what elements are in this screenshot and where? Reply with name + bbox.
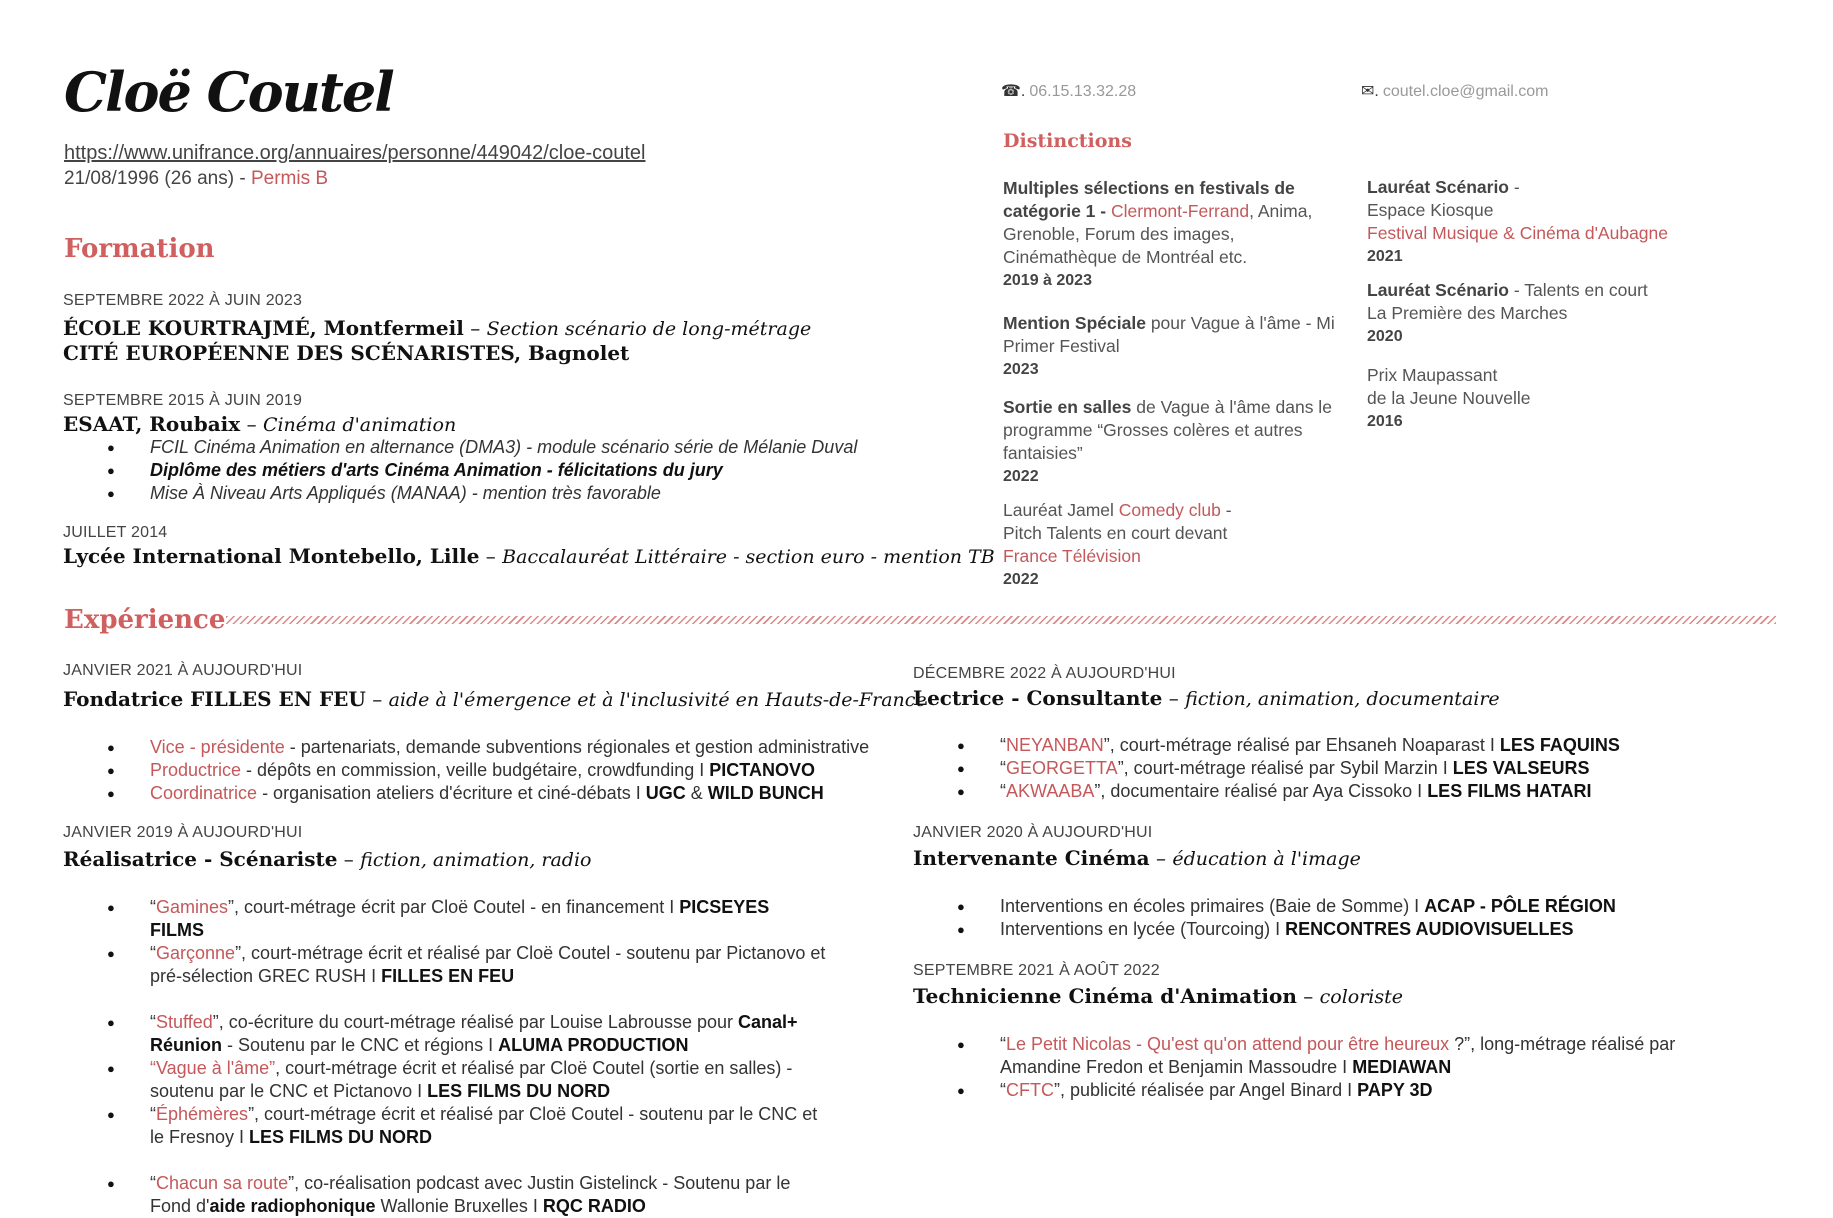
company: RENCONTRES AUDIOVISUELLES — [1285, 919, 1574, 939]
experience-title: Expérience — [64, 605, 226, 635]
distinction-text: - — [1509, 177, 1520, 197]
email — [1361, 81, 1549, 101]
distinction-year: 2019 à 2023 — [1003, 272, 1092, 289]
distinction-highlight: Festival Musique & Cinéma d'Aubagne — [1367, 223, 1669, 243]
birth-line — [64, 168, 328, 190]
list-item — [107, 1011, 827, 1057]
candidate-name: Cloë Coutel — [64, 60, 393, 124]
project: Stuffed — [156, 1012, 213, 1032]
distinction-text: de Vague à l'âme dans le programme “Grosses colères et autres fantaisies” — [1003, 397, 1332, 463]
detail: ”, court-métrage réalisé par Ehsaneh Noaparast I — [1103, 735, 1500, 755]
company: RQC RADIO — [542, 1196, 646, 1216]
quote: “ — [150, 897, 156, 917]
phone-icon: ☎. — [1001, 83, 1026, 100]
role: Coordinatrice — [150, 783, 258, 803]
list-item: ● FCIL Cinéma Animation en alternance (DMA3) - module scénario série de Mélanie Duval — [107, 436, 887, 459]
project: Gamines — [156, 897, 229, 917]
detail: ”, publicité réalisée par Angel Binard I — [1054, 1080, 1358, 1100]
company: ALUMA PRODUCTION — [498, 1035, 689, 1055]
formation-school-1: ÉCOLE KOURTRAJMÉ, Montfermeil – Section scénario de long-métrage — [63, 316, 812, 340]
exp-bullets — [107, 896, 827, 1218]
detail: - partenariats, demande subventions régionales et gestion administrative — [284, 737, 870, 757]
list-item — [107, 1103, 827, 1149]
exp-title: Technicienne Cinéma d'Animation – coloriste — [913, 984, 1404, 1008]
job-desc: éducation à l'image — [1172, 848, 1361, 870]
distinction-text: Lauréat Jamel — [1003, 500, 1119, 520]
formation-date-1: SEPTEMBRE 2022 À JUIN 2023 — [63, 292, 303, 309]
quote: “ — [1000, 1034, 1006, 1054]
school-desc: Cinéma d'animation — [262, 414, 457, 436]
company: LES FILMS DU NORD — [249, 1127, 433, 1147]
company: ACAP - PÔLE RÉGION — [1424, 896, 1616, 916]
school-name: ESAAT, Roubaix — [63, 412, 241, 436]
list-item — [107, 1057, 827, 1103]
distinction-title: Multiples sélections en festivals de catégorie 1 - — [1003, 178, 1295, 221]
project: Le Petit Nicolas - Qu'est qu'on attend pour être heureux — [1006, 1034, 1450, 1054]
birth-date: 21/08/1996 (26 ans) - — [64, 168, 251, 189]
email-address: coutel.cloe@gmail.com — [1382, 83, 1549, 100]
company: PICTANOVO — [709, 760, 815, 780]
detail: Interventions en écoles primaires (Baie de Somme) I — [1000, 896, 1425, 916]
project: AKWAABA — [1006, 781, 1095, 801]
exp-bullets — [957, 734, 1777, 803]
formation-date-3: JUILLET 2014 — [63, 524, 168, 541]
company: WILD BUNCH — [707, 783, 824, 803]
distinction-2 — [1003, 312, 1348, 381]
job-title: Lectrice - Consultante — [913, 686, 1163, 710]
project: Garçonne — [156, 943, 236, 963]
project: Chacun sa route — [156, 1173, 289, 1193]
distinction-text: de la Jeune Nouvelle — [1367, 388, 1531, 408]
company: LES FAQUINS — [1499, 735, 1620, 755]
detail: ”, court-métrage réalisé par Sybil Marzin I — [1117, 758, 1453, 778]
detail: - Soutenu par le CNC et régions I — [222, 1035, 499, 1055]
distinction-highlight: France Télévision — [1003, 546, 1141, 566]
quote: “ — [1000, 735, 1006, 755]
detail: - dépôts en commission, veille budgétaire, crowdfunding I — [241, 760, 710, 780]
job-desc: coloriste — [1319, 986, 1404, 1008]
distinction-text: Espace Kiosque — [1367, 200, 1494, 220]
exp-date: SEPTEMBRE 2021 À AOÛT 2022 — [913, 962, 1160, 979]
detail: - organisation ateliers d'écriture et ciné-débats I — [257, 783, 646, 803]
exp-title: Lectrice - Consultante – fiction, animation, documentaire — [913, 686, 1500, 710]
list-item — [107, 1172, 827, 1218]
job-title: Technicienne Cinéma d'Animation — [913, 984, 1297, 1008]
list-item — [107, 736, 887, 759]
profile-link[interactable]: https://www.unifrance.org/annuaires/personne/449042/cloe-coutel — [64, 142, 646, 164]
exp-date: JANVIER 2021 À AUJOURD'HUI — [63, 662, 303, 679]
list-item — [957, 895, 1777, 918]
distinction-year: 2022 — [1003, 468, 1039, 485]
distinction-year: 2016 — [1367, 413, 1403, 430]
formation-bullets — [107, 436, 887, 505]
distinction-text: La Première des Marches — [1367, 303, 1568, 323]
quote: “ — [150, 1012, 156, 1032]
job-desc: fiction, animation, radio — [360, 849, 592, 871]
distinction-text: , Anima, Grenoble, Forum des images, Cinémathèque de Montréal etc. — [1003, 201, 1313, 267]
license: Permis B — [250, 168, 329, 189]
list-item — [957, 1033, 1677, 1079]
company: Canal+ Réunion — [150, 1012, 798, 1055]
formation-school-2 — [63, 341, 629, 365]
list-item — [107, 896, 827, 942]
quote: “ — [150, 1173, 156, 1193]
school-name: CITÉ EUROPÉENNE DES SCÉNARISTES, Bagnolet — [63, 341, 630, 365]
distinction-7 — [1367, 364, 1767, 433]
role: Vice - présidente — [150, 737, 285, 757]
distinction-title: Lauréat Scénario — [1367, 177, 1509, 197]
company: UGC — [645, 783, 686, 803]
company: LES FILMS DU NORD — [427, 1081, 611, 1101]
phone-number: 06.15.13.32.28 — [1029, 83, 1137, 100]
distinction-5 — [1367, 176, 1767, 268]
quote: “ — [1000, 1080, 1006, 1100]
formation-school-4: Lycée International Montebello, Lille – Baccalauréat Littéraire - section euro - mention TB — [63, 544, 995, 568]
project: CFTC — [1006, 1080, 1054, 1100]
distinction-year: 2020 — [1367, 328, 1403, 345]
formation-school-3: ESAAT, Roubaix – Cinéma d'animation — [63, 412, 457, 436]
company: aide radiophonique — [209, 1196, 376, 1216]
exp-title: Intervenante Cinéma – éducation à l'image — [913, 846, 1361, 870]
list-item — [957, 757, 1777, 780]
email-icon: ✉. — [1361, 83, 1379, 100]
phone — [1001, 81, 1136, 101]
quote: “ — [1000, 758, 1006, 778]
company: LES VALSEURS — [1452, 758, 1590, 778]
quote: “ — [150, 1104, 156, 1124]
distinctions-title: Distinctions — [1003, 130, 1132, 152]
list-item — [107, 782, 887, 805]
company: FILLES EN FEU — [381, 966, 515, 986]
project: Éphémères — [156, 1104, 249, 1124]
exp-title: Fondatrice FILLES EN FEU – aide à l'émergence et à l'inclusivité en Hauts-de-France — [63, 687, 927, 711]
detail: ”, court-métrage écrit et réalisé par Cloë Coutel - soutenu par Pictanovo et pré-sélection GREC RUSH I — [150, 943, 826, 986]
project: NEYANBAN — [1006, 735, 1104, 755]
list-item — [107, 759, 887, 782]
formation-title: Formation — [64, 234, 215, 264]
school-name: ÉCOLE KOURTRAJMÉ, Montfermeil — [63, 316, 464, 340]
exp-date: DÉCEMBRE 2022 À AUJOURD'HUI — [913, 665, 1176, 682]
distinction-year: 2021 — [1367, 248, 1403, 265]
detail: ”, documentaire réalisé par Aya Cissoko I — [1094, 781, 1428, 801]
distinction-highlight: Comedy club — [1118, 500, 1221, 520]
distinction-3 — [1003, 396, 1348, 488]
list-item — [957, 918, 1777, 941]
company: PAPY 3D — [1357, 1080, 1433, 1100]
exp-bullets — [107, 736, 887, 805]
detail: & — [685, 783, 708, 803]
job-title: Intervenante Cinéma — [913, 846, 1150, 870]
detail: , court-métrage écrit et réalisé par Cloë Coutel (sortie en salles) - soutenu par le CNC et Pictanovo I — [150, 1058, 793, 1101]
detail: Wallonie Bruxelles I — [375, 1196, 543, 1216]
distinction-text: - Talents en court — [1509, 280, 1648, 300]
distinction-title: Lauréat Scénario — [1367, 280, 1509, 300]
job-title: Réalisatrice - Scénariste — [63, 847, 338, 871]
exp-bullets — [957, 1033, 1677, 1102]
quote: “ — [150, 943, 156, 963]
company: MEDIAWAN — [1352, 1057, 1452, 1077]
list-item — [957, 1079, 1677, 1102]
exp-bullets — [957, 895, 1777, 941]
detail: ”, co-écriture du court-métrage réalisé par Louise Labrousse pour — [212, 1012, 738, 1032]
exp-title: Réalisatrice - Scénariste – fiction, animation, radio — [63, 847, 592, 871]
company: LES FILMS HATARI — [1427, 781, 1592, 801]
school-name: Lycée International Montebello, Lille — [63, 544, 480, 568]
distinction-6 — [1367, 279, 1767, 348]
school-desc: Section scénario de long-métrage — [486, 318, 812, 340]
distinction-title: Sortie en salles — [1003, 397, 1132, 417]
distinction-4 — [1003, 499, 1253, 591]
detail: ”, court-métrage écrit par Cloë Coutel - en financement I — [228, 897, 680, 917]
role: Productrice — [150, 760, 242, 780]
detail: ?”, long-métrage réalisé par Amandine Fredon et Benjamin Massoudre I — [1000, 1034, 1676, 1077]
list-item — [957, 780, 1777, 803]
list-item: ● Mise À Niveau Arts Appliqués (MANAA) - mention très favorable — [107, 482, 887, 505]
job-desc: fiction, animation, documentaire — [1185, 688, 1500, 710]
distinction-text: Prix Maupassant — [1367, 365, 1498, 385]
distinction-highlight: Clermont-Ferrand — [1110, 201, 1250, 221]
project: GEORGETTA — [1006, 758, 1118, 778]
company: PICSEYES FILMS — [150, 897, 770, 940]
detail: ”, co-réalisation podcast avec Justin Gistelinck - Soutenu par le Fond d' — [150, 1173, 791, 1216]
distinction-year: 2022 — [1003, 571, 1039, 588]
job-desc: aide à l'émergence et à l'inclusivité en Hauts-de-France — [388, 689, 927, 711]
distinction-text: - Pitch Talents en court devant — [1003, 500, 1232, 543]
distinction-title: Mention Spéciale — [1003, 313, 1146, 333]
exp-date: JANVIER 2020 À AUJOURD'HUI — [913, 824, 1153, 841]
school-desc: Baccalauréat Littéraire - section euro - mention TB — [502, 546, 995, 568]
list-item: ● Diplôme des métiers d'arts Cinéma Animation - félicitations du jury — [107, 459, 887, 482]
exp-date: JANVIER 2019 À AUJOURD'HUI — [63, 824, 303, 841]
list-item — [107, 942, 827, 988]
quote: “ — [1000, 781, 1006, 801]
distinction-1 — [1003, 177, 1348, 292]
project: “Vague à l'âme” — [150, 1058, 276, 1078]
detail: ”, court-métrage écrit et réalisé par Cloë Coutel - soutenu par le CNC et le Fresnoy I — [150, 1104, 818, 1147]
distinction-text: pour Vague à l'âme - Mi Primer Festival — [1003, 313, 1335, 356]
job-title: Fondatrice FILLES EN FEU — [63, 687, 366, 711]
section-divider — [226, 616, 1776, 624]
list-item — [957, 734, 1777, 757]
detail: Interventions en lycée (Tourcoing) I — [1000, 919, 1286, 939]
formation-date-2: SEPTEMBRE 2015 À JUIN 2019 — [63, 392, 303, 409]
distinction-year: 2023 — [1003, 361, 1039, 378]
